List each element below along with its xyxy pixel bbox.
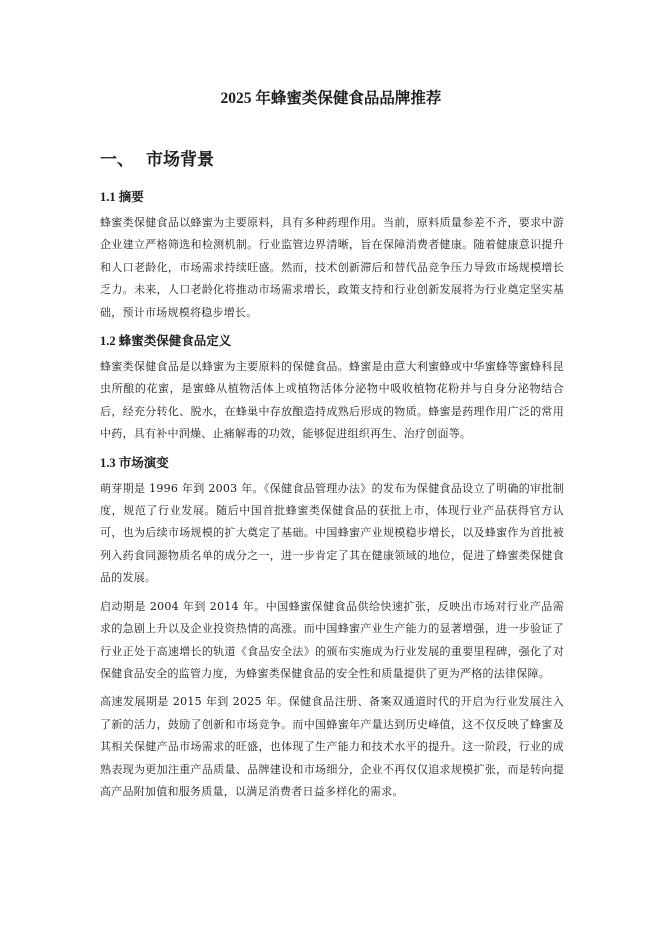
section-content	[100, 182, 564, 809]
subsection-definition	[100, 332, 564, 446]
paragraph: 萌芽期是 1996 年到 2003 年。《保健食品管理办法》的发布为保健食品设立了明确的审批制度，规范了行业发展。随后中国首批蜂蜜类保健食品的获批上市，体现行业产品获得官方认可，也为后续市场规模的扩大奠定了基础。中国蜂蜜产业规模稳步增长，以及蜂蜜作为首批被列入药食同源物质名单的成分之一，进一步肯定了其在健康领域的地位，促进了蜂蜜类保健食品的发展。	[100, 481, 564, 585]
section-title: 市场背景	[146, 150, 214, 169]
paragraph: 启动期是 2004 年到 2014 年。中国蜂蜜保健食品供给快速扩张，反映出市场对行业产品需求的急剧上升以及企业投资热情的高涨。而中国蜂蜜产业生产能力的显著增强，进一步验证了行业正处于高速增长的轨道《食品安全法》的颁布实施成为行业发展的重要里程碑，强化了对保健食品安全的监管力度，为蜂蜜类保健食品的安全性和质量提供了更为严格的法律保障。	[100, 599, 564, 680]
subsection-heading: 1.2 蜂蜜类保健食品定义	[100, 334, 232, 349]
section-number: 一、	[100, 150, 134, 169]
paragraph: 蜂蜜类保健食品是以蜂蜜为主要原料的保健食品。蜂蜜是由意大利蜜蜂或中华蜜蜂等蜜蜂科昆虫所酿的花蜜，是蜜蜂从植物活体上或植物活体分泌物中吸收植物花粉并与自身分泌物结合后，经充分转化、脱水，在蜂巢中存放酿造持成熟后形成的物质。蜂蜜是药理作用广泛的常用中药，具有补中润燥、止痛解毒的功效，能够促进组织再生、治疗创面等。	[100, 360, 564, 441]
subsection-heading: 1.3 市场演变	[100, 455, 169, 470]
paragraph: 高速发展期是 2015 年到 2025 年。保健食品注册、备案双通道时代的开启为行业发展注入了新的活力，鼓励了创新和市场竞争。而中国蜂蜜年产量达到历史峰值，这不仅反映了蜂蜜及其相关保健产品市场需求的旺盛，也体现了生产能力和技术水平的提升。这一阶段，行业的成熟表现为更加注重产品质量、品牌建设和市场细分，企业不再仅仅追求规模扩张，而是转向提高产品附加值和服务质量，以满足消费者日益多样化的需求。	[100, 695, 564, 798]
subsection-summary	[100, 188, 564, 324]
document-title: 2025 年蜂蜜类保健食品品牌推荐	[220, 90, 442, 107]
subsection-market-evolution	[100, 454, 564, 804]
paragraph: 蜂蜜类保健食品以蜂蜜为主要原料，具有多种药理作用。当前，原料质量参差不齐，要求中游企业建立严格筛选和检测机制。行业监管边界清晰，旨在保障消费者健康。随着健康意识提升和人口老龄化，市场需求持续旺盛。然而，技术创新滞后和替代品竞争压力导致市场规模增长乏力。未来，人口老龄化将推动市场需求增长，政策支持和行业创新发展将为行业奠定坚实基础，预计市场规模将稳步增长。	[100, 216, 564, 319]
subsection-heading: 1.1 摘要	[100, 190, 144, 204]
section-heading	[100, 148, 214, 172]
